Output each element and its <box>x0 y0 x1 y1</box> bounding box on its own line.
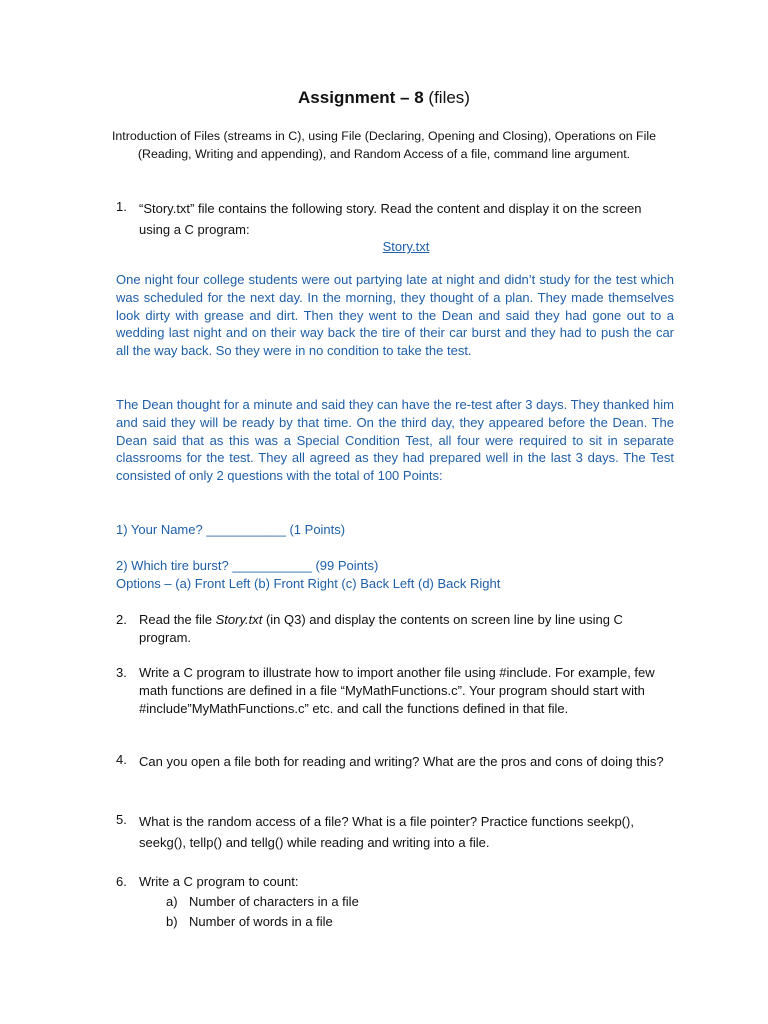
question-number: 6. <box>116 874 127 889</box>
question-text <box>139 611 676 647</box>
story-paragraph-2: The Dean thought for a minute and said they can have the re-test after 3 days. They thanked him and said they will be ready by that time. On the third day, they appeared before the Dean. The Dean said that as this was a Special Condition Test, all four were required to sit in separate classrooms for the test. They all agreed as they had prepared well in the last 3 days. The Test consisted of only 2 questions with the total of 100 Points: <box>116 397 674 484</box>
question-text-pre: Read the file <box>139 612 216 627</box>
question-number: 4. <box>116 752 127 767</box>
sub-item-label: b) <box>166 914 178 929</box>
question-6 <box>116 873 676 891</box>
question-text: What is the random access of a file? What is a file pointer? Practice functions seekp(), seekg(), tellp() and tellg() while reading and writing into a file. <box>139 814 634 850</box>
page-title <box>0 88 768 108</box>
title-rest: (files) <box>423 88 470 107</box>
question-text: Can you open a file both for reading and writing? What are the pros and cons of doing this? <box>139 754 664 769</box>
sub-item-b <box>166 913 333 931</box>
file-name: Story.txt <box>215 612 263 627</box>
question-1 <box>116 198 676 240</box>
sub-item-label: a) <box>166 894 178 909</box>
question-text-post: (in Q3) and display the contents on screen line by line using C program. <box>139 612 623 645</box>
question-number: 1. <box>116 199 127 214</box>
title-bold: Assignment – 8 <box>298 88 424 107</box>
question-3 <box>116 664 676 718</box>
question-number: 5. <box>116 812 127 827</box>
story-paragraph-1: One night four college students were out partying late at night and didn’t study for the test which was scheduled for the next day. In the morning, they thought of a plan. They made themselves look dirty with grease and dirt. Then they went to the Dean and said they had gone out to a wedding last night and on their way back the tire of their car burst and they had to push the car all the way back. So they were in no condition to take the test. <box>116 272 674 359</box>
sub-item-a <box>166 893 359 911</box>
question-text: Write a C program to illustrate how to import another file using #include. For example, few math functions are defined in a file “MyMathFunctions.c”. Your program should start with #include”MyMathFunctions.c” etc. and call the functions defined in that file. <box>139 665 655 716</box>
story-file-link[interactable]: Story.txt <box>382 239 430 254</box>
sub-item-text: Number of words in a file <box>189 914 333 929</box>
question-number: 3. <box>116 665 127 680</box>
question-number: 2. <box>116 612 127 627</box>
question-text: “Story.txt” file contains the following story. Read the content and display it on the screen using a C program: <box>139 201 642 237</box>
question-text: Write a C program to count: <box>139 874 299 889</box>
question-5 <box>116 811 676 853</box>
question-4 <box>116 751 676 772</box>
story-question-2: 2) Which tire burst? ___________ (99 Points) <box>116 558 379 573</box>
question-2 <box>116 611 676 647</box>
story-question-1: 1) Your Name? ___________ (1 Points) <box>116 522 346 537</box>
sub-item-text: Number of characters in a file <box>189 894 359 909</box>
story-options: Options – (a) Front Left (b) Front Right (c) Back Left (d) Back Right <box>116 576 501 591</box>
subtitle: Introduction of Files (streams in C), using File (Declaring, Opening and Closing), Operations on File (Reading, Writing and appending), and Random Access of a file, command line argument. <box>111 129 657 161</box>
